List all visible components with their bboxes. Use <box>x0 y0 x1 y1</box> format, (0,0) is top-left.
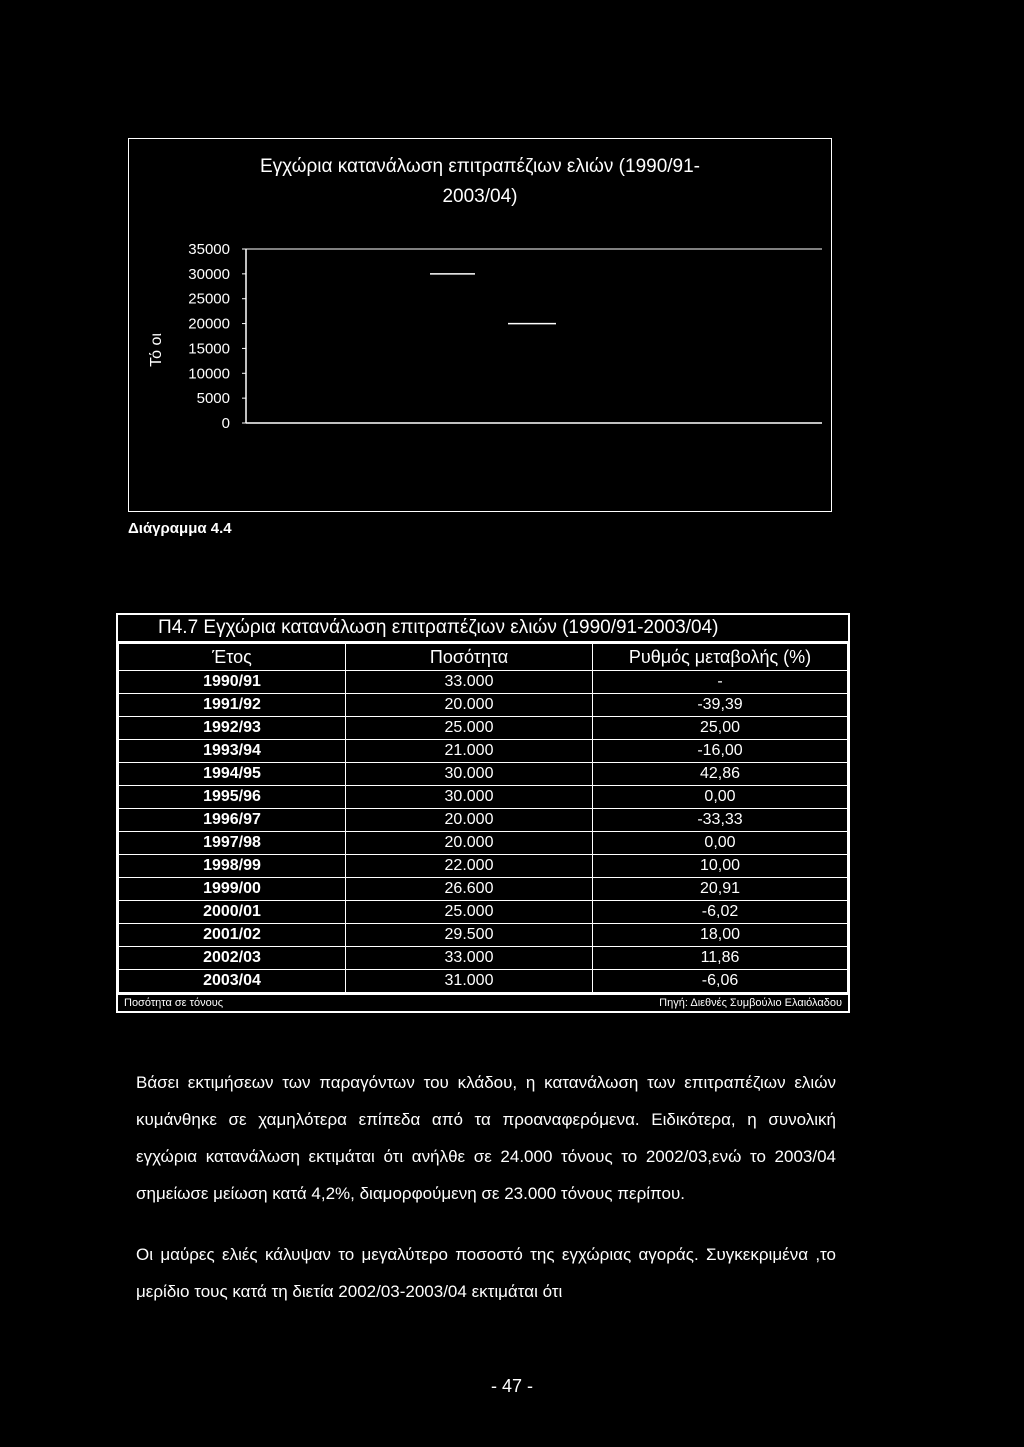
cell-quantity: 20.000 <box>346 832 593 855</box>
cell-change-rate: 0,00 <box>593 786 848 809</box>
table-unit-note: Ποσότητα σε τόνους <box>124 997 224 1009</box>
cell-year: 1997/98 <box>119 832 346 855</box>
y-tick-label: 30000 <box>188 265 230 283</box>
y-tick-label: 20000 <box>188 315 230 333</box>
cell-year: 1995/96 <box>119 786 346 809</box>
y-tick-label: 15000 <box>188 340 230 358</box>
y-tick-label: 0 <box>221 415 230 432</box>
table-row <box>119 901 848 924</box>
table-row <box>119 671 848 694</box>
table-row <box>119 924 848 947</box>
cell-quantity: 26.600 <box>346 878 593 901</box>
table-row <box>119 809 848 832</box>
cell-change-rate: -16,00 <box>593 740 848 763</box>
y-tick-label: 25000 <box>188 290 230 308</box>
cell-quantity: 29.500 <box>346 924 593 947</box>
cell-quantity: 33.000 <box>346 947 593 970</box>
cell-year: 1991/92 <box>119 694 346 717</box>
cell-quantity: 33.000 <box>346 671 593 694</box>
table-row <box>119 970 848 993</box>
table-row <box>119 717 848 740</box>
cell-change-rate: -39,39 <box>593 694 848 717</box>
cell-change-rate: -6,02 <box>593 901 848 924</box>
table-row <box>119 832 848 855</box>
table-row <box>119 947 848 970</box>
cell-year: 1992/93 <box>119 717 346 740</box>
y-tick-label: 10000 <box>188 365 230 383</box>
chart-caption: Διάγραμμα 4.4 <box>128 520 232 537</box>
cell-change-rate: 11,86 <box>593 947 848 970</box>
table-footer <box>118 993 848 1011</box>
y-axis-label: Τό οι <box>148 333 165 367</box>
table-row <box>119 786 848 809</box>
chart-title-line2: 2003/04) <box>442 186 518 207</box>
paragraph-2: Οι μαύρες ελιές κάλυψαν το μεγαλύτερο ποσοστό της εγχώριας αγοράς. Συγκεκριμένα ,το μερίδιο τους κατά τη διετία 2002/03-2003/04 εκτιμάται ότι <box>136 1245 836 1301</box>
y-tick-label: 35000 <box>188 241 230 258</box>
consumption-table <box>116 613 850 1013</box>
cell-year: 2001/02 <box>119 924 346 947</box>
cell-year: 1999/00 <box>119 878 346 901</box>
cell-year: 1996/97 <box>119 809 346 832</box>
cell-change-rate: 25,00 <box>593 717 848 740</box>
cell-quantity: 22.000 <box>346 855 593 878</box>
cell-year: 2003/04 <box>119 970 346 993</box>
chart-plot <box>0 0 1024 520</box>
cell-change-rate: -6,06 <box>593 970 848 993</box>
table-header-row <box>119 644 848 671</box>
cell-year: 1990/91 <box>119 671 346 694</box>
header-change-rate: Ρυθμός μεταβολής (%) <box>593 644 848 671</box>
cell-change-rate: 18,00 <box>593 924 848 947</box>
cell-change-rate: 42,86 <box>593 763 848 786</box>
table-row <box>119 740 848 763</box>
cell-change-rate: - <box>593 671 848 694</box>
table-row <box>119 878 848 901</box>
cell-quantity: 25.000 <box>346 901 593 924</box>
cell-quantity: 25.000 <box>346 717 593 740</box>
header-year: Έτος <box>119 644 346 671</box>
cell-change-rate: 10,00 <box>593 855 848 878</box>
cell-year: 1994/95 <box>119 763 346 786</box>
y-tick-label: 5000 <box>196 390 230 408</box>
table-row <box>119 694 848 717</box>
cell-quantity: 20.000 <box>346 809 593 832</box>
table-row <box>119 763 848 786</box>
cell-change-rate: 0,00 <box>593 832 848 855</box>
table-title: Π4.7 Εγχώρια κατανάλωση επιτραπέζιων ελιών (1990/91-2003/04) <box>118 615 848 643</box>
header-quantity: Ποσότητα <box>346 644 593 671</box>
paragraph-1: Βάσει εκτιμήσεων των παραγόντων του κλάδου, η κατανάλωση των επιτραπέζιων ελιών κυμάνθηκε σε χαμηλότερα επίπεδα από τα προαναφερόμενα. Ειδικότερα, η συνολική εγχώρια κατανάλωση εκτιμάται ότι ανήλθε σε 24.000 τόνους το 2002/03,ενώ το 2003/04 σημείωσε μείωση κατά 4,2%, διαμορφούμενη σε 23.000 τόνους περίπου. <box>136 1073 836 1203</box>
cell-quantity: 30.000 <box>346 763 593 786</box>
cell-change-rate: 20,91 <box>593 878 848 901</box>
cell-year: 1998/99 <box>119 855 346 878</box>
chart-title-line1: Εγχώρια κατανάλωση επιτραπέζιων ελιών (1990/91- <box>259 156 701 177</box>
cell-year: 2000/01 <box>119 901 346 924</box>
cell-quantity: 30.000 <box>346 786 593 809</box>
cell-change-rate: -33,33 <box>593 809 848 832</box>
page-number: - 47 - <box>490 1376 533 1396</box>
cell-quantity: 20.000 <box>346 694 593 717</box>
cell-quantity: 31.000 <box>346 970 593 993</box>
cell-quantity: 21.000 <box>346 740 593 763</box>
cell-year: 2002/03 <box>119 947 346 970</box>
table-row <box>119 855 848 878</box>
table-source: Πηγή: Διεθνές Συμβούλιο Ελαιόλαδου <box>659 997 842 1009</box>
cell-year: 1993/94 <box>119 740 346 763</box>
